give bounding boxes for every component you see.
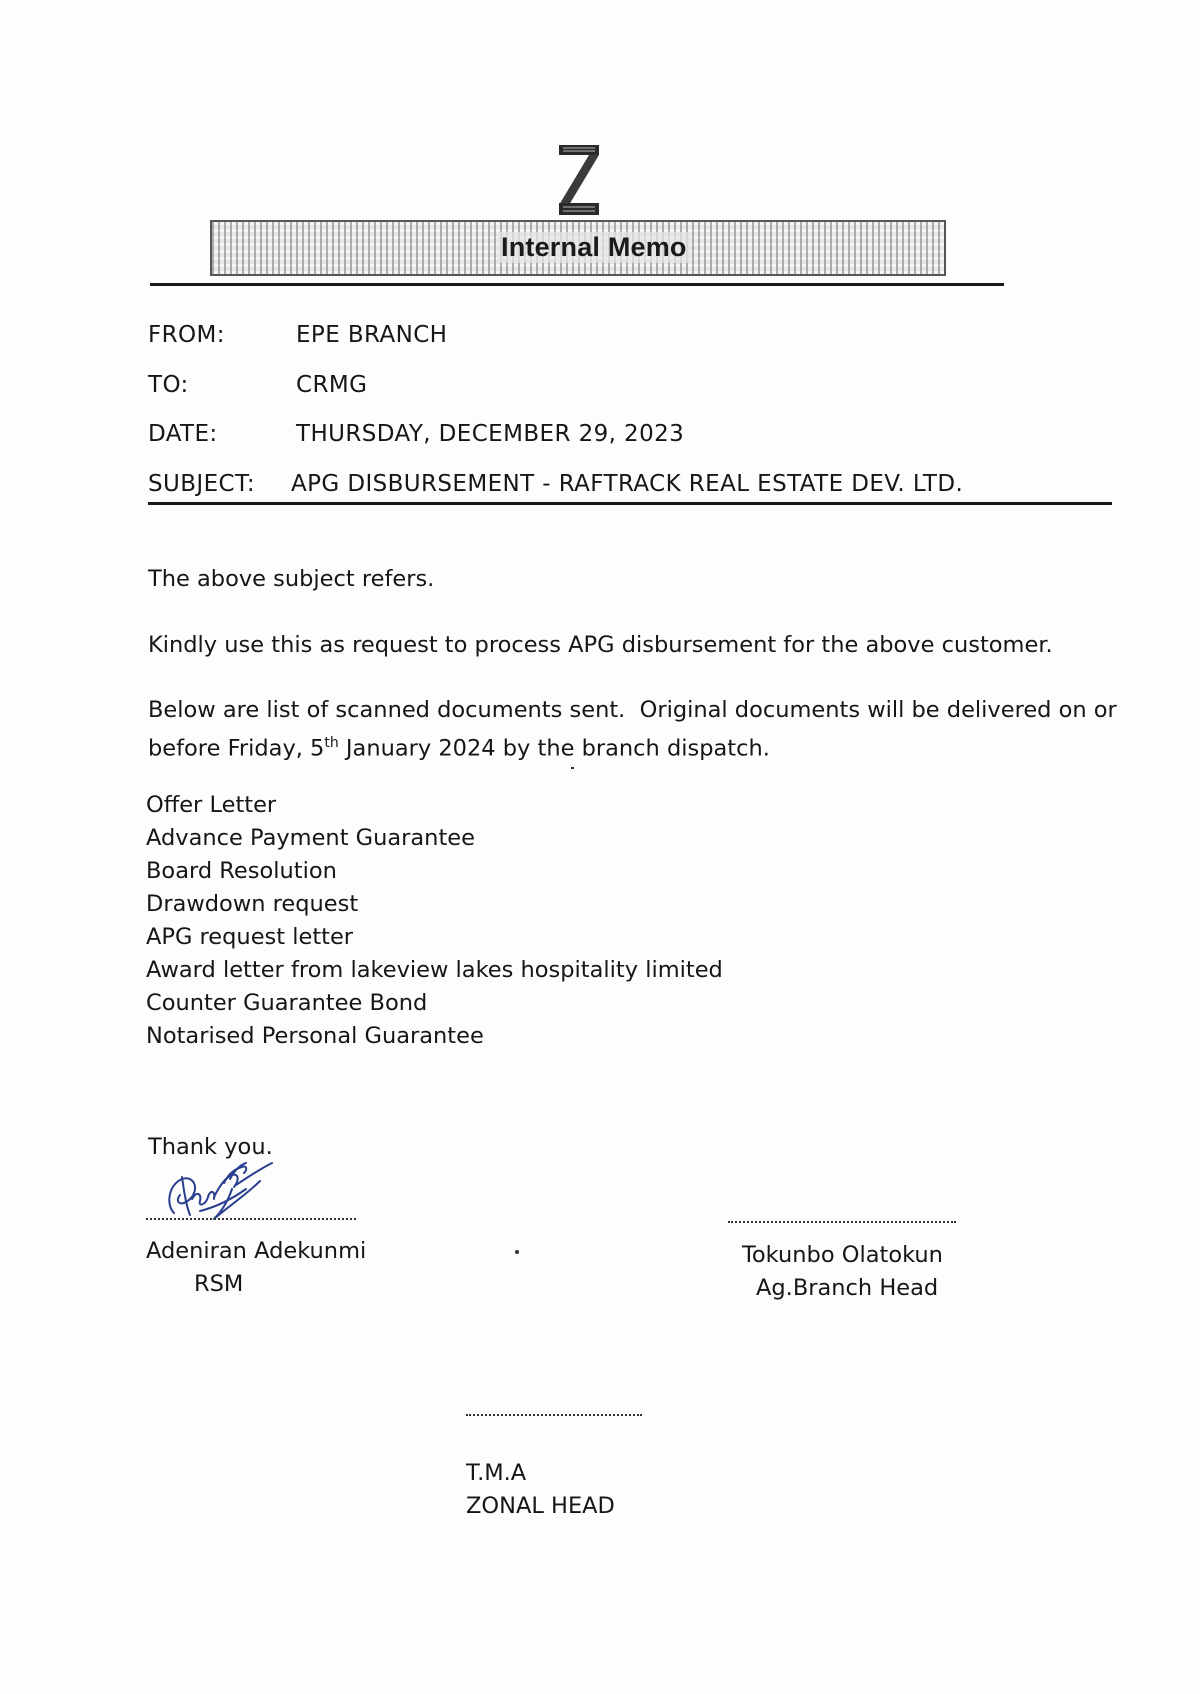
- date-value: THURSDAY, DECEMBER 29, 2023: [296, 421, 685, 447]
- from-value: EPE BRANCH: [296, 322, 448, 348]
- signatory-left-name: Adeniran Adekunmi: [146, 1238, 367, 1264]
- dispatch-date-text: before Friday, 5: [148, 735, 325, 762]
- signatory-left-title: RSM: [194, 1271, 244, 1297]
- to-value: CRMG: [296, 372, 368, 398]
- list-item: Drawdown request: [146, 891, 359, 917]
- list-item: APG request letter: [146, 924, 354, 950]
- intro-paragraph: The above subject refers.: [148, 566, 435, 592]
- list-item: Award letter from lakeview lakes hospitality limited: [146, 957, 723, 983]
- documents-paragraph-line-1: Below are list of scanned documents sent. Original documents will be delivered on or: [148, 697, 1117, 723]
- banner-title: Internal Memo: [497, 232, 691, 263]
- scan-speck: [571, 767, 574, 769]
- signatory-right-name: Tokunbo Olatokun: [742, 1242, 943, 1268]
- ordinal-suffix: th: [324, 735, 339, 751]
- zenith-z-logo-icon: [555, 145, 603, 215]
- closing-text: Thank you.: [148, 1134, 273, 1160]
- to-label: TO:: [148, 372, 189, 398]
- subject-value: APG DISBURSEMENT - RAFTRACK REAL ESTATE DEV. LTD.: [291, 471, 964, 497]
- signatory-right-title: Ag.Branch Head: [756, 1275, 939, 1301]
- signature-line-bottom: [466, 1414, 642, 1416]
- dispatch-note-text: January 2024 by the branch dispatch.: [338, 735, 770, 762]
- subject-label: SUBJECT:: [148, 471, 256, 497]
- list-item: Offer Letter: [146, 792, 277, 818]
- scan-speck: [515, 1250, 519, 1254]
- subject-divider: [148, 502, 1112, 505]
- date-label: DATE:: [148, 421, 218, 447]
- list-item: Board Resolution: [146, 858, 337, 884]
- signature-line-right: [728, 1221, 956, 1223]
- from-label: FROM:: [148, 322, 225, 348]
- list-item: Counter Guarantee Bond: [146, 990, 428, 1016]
- list-item: Advance Payment Guarantee: [146, 825, 475, 851]
- internal-memo-banner: [210, 220, 946, 276]
- signatory-bottom-name: T.M.A: [466, 1460, 527, 1486]
- handwritten-signature: [160, 1155, 285, 1225]
- signatory-bottom-title: ZONAL HEAD: [466, 1493, 615, 1519]
- documents-paragraph-line-2: [148, 727, 770, 766]
- header-divider: [150, 283, 1004, 286]
- list-item: Notarised Personal Guarantee: [146, 1023, 484, 1049]
- request-paragraph: Kindly use this as request to process APG disbursement for the above customer.: [148, 632, 1053, 658]
- signature-line-left: [146, 1218, 356, 1220]
